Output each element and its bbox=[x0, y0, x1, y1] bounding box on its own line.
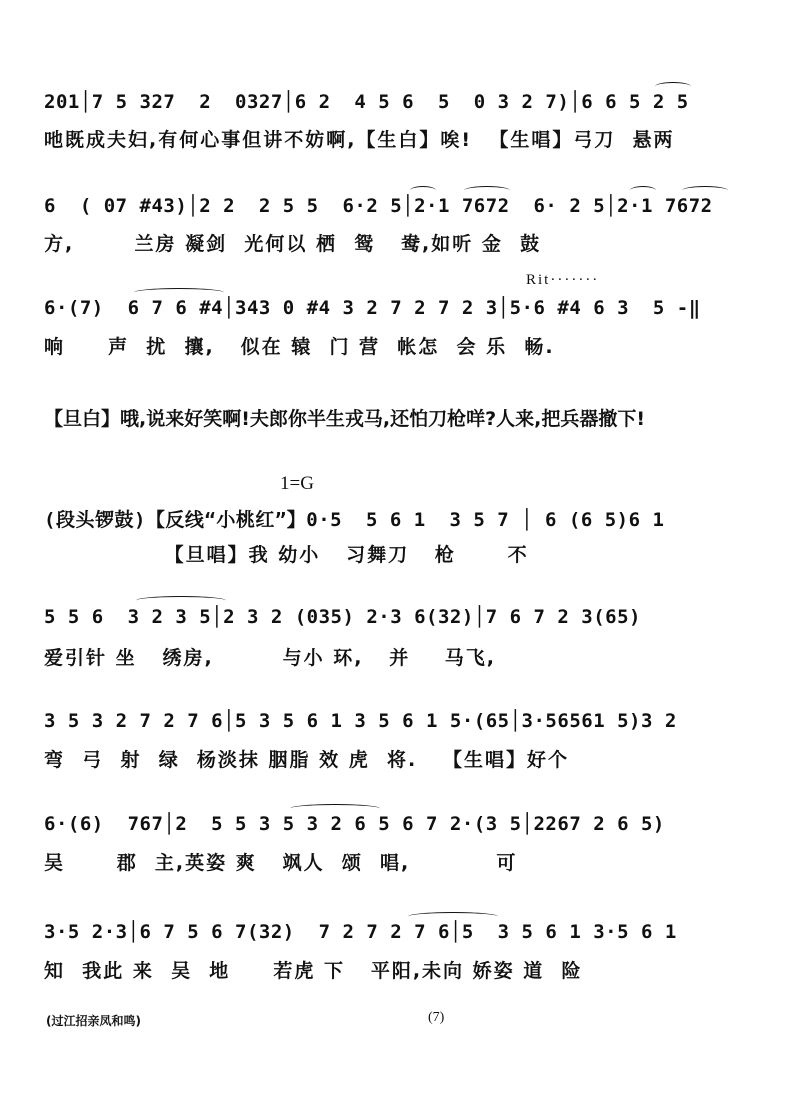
lyric-line-4: 【旦唱】我 幼小 习舞刀 枪 不 bbox=[44, 544, 529, 566]
lyric-line-5: 爱引针 坐 绣房, 与小 环, 并 马飞, bbox=[44, 647, 496, 669]
lyric-line-3: 响 声 扰 攘, 似在 辕 门 营 帐怎 会 乐 畅. bbox=[44, 336, 555, 358]
slur-mark bbox=[410, 186, 436, 195]
notation-line-6: 3 5 3 2 7 2 7 6│5 3 5 6 1 3 5 6 1 5·(65│3·56561 5)3 2 bbox=[44, 710, 677, 732]
slur-mark bbox=[134, 288, 224, 297]
notation-line-5: 5 5 6 3 2 3 5│2 3 2 (035) 2·3 6(32)│7 6 7 2 3(65) bbox=[44, 606, 641, 628]
footnote-title: (过江招亲凤和鸣) bbox=[46, 1014, 141, 1028]
lyric-line-2: 方, 兰房 凝剑 光何以 栖 鸳 鸯,如听 金 鼓 bbox=[44, 233, 542, 255]
slur-mark bbox=[290, 804, 380, 813]
ritardando-marking: Rit······· bbox=[526, 272, 600, 288]
slur-mark bbox=[136, 596, 226, 605]
slur-mark bbox=[630, 186, 656, 195]
key-signature: 1=G bbox=[280, 473, 314, 494]
notation-line-4: (段头锣鼓)【反线“小桃红”】0·5 5 6 1 3 5 7 │ 6 (6 5)6 1 bbox=[44, 509, 665, 531]
slur-mark bbox=[682, 186, 728, 195]
slur-mark bbox=[464, 186, 510, 195]
spoken-dialogue: 【旦白】哦,说来好笑啊!夫郎你半生戎马,还怕刀枪咩?人来,把兵器撤下! bbox=[44, 408, 646, 430]
lyric-line-7: 吴 郡 主,英姿 爽 飒人 颂 唱, 可 bbox=[44, 852, 518, 874]
notation-line-3: 6·(7) 6 7 6 #4│343 0 #4 3 2 7 2 7 2 3│5·6 #4 6 3 5 -‖ bbox=[44, 297, 701, 319]
slur-mark bbox=[408, 912, 498, 921]
page-number: (7) bbox=[428, 1010, 445, 1025]
slur-mark bbox=[655, 82, 691, 91]
lyric-line-8: 知 我此 来 吴 地 若虎 下 平阳,未向 娇姿 道 险 bbox=[44, 960, 583, 982]
notation-line-2: 6 ( 07 #43)│2 2 2 5 5 6·2 5│2·1 7672 6· 2 5│2·1 7672 bbox=[44, 195, 713, 217]
notation-line-1: 201│7 5 327 2 0327│6 2 4 5 6 5 0 3 2 7)│6 6 5 2 5 bbox=[44, 91, 689, 113]
notation-line-8: 3·5 2·3│6 7 5 6 7(32) 7 2 7 2 7 6│5 3 5 6 1 3·5 6 1 bbox=[44, 921, 677, 943]
lyric-line-1: 吔既成夫妇,有何心事但讲不妨啊,【生白】唉! 【生唱】弓刀 悬两 bbox=[44, 129, 675, 151]
notation-line-7: 6·(6) 767│2 5 5 3 5 3 2 6 5 6 7 2·(3 5│2267 2 6 5) bbox=[44, 813, 665, 835]
lyric-line-6: 弯 弓 射 绿 杨淡抹 胭脂 效 虎 将. 【生唱】好个 bbox=[44, 749, 570, 771]
